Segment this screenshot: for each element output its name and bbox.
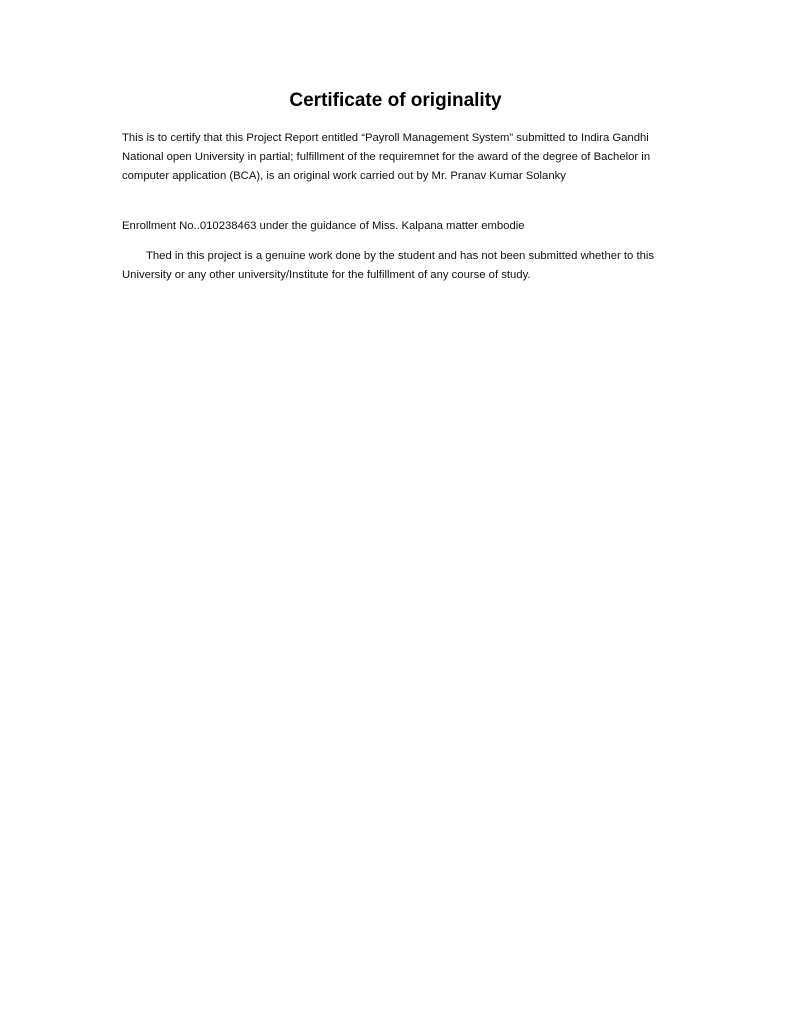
enrollment-paragraph: Enrollment No..010238463 under the guidance of Miss. Kalpana matter embodie bbox=[122, 220, 525, 232]
declaration-paragraph: Thed in this project is a genuine work done by the student and has not been submitted whether to this University or any other university/Institute for the fulfillment of any course of study. bbox=[122, 250, 655, 282]
page-title: Certificate of originality bbox=[289, 90, 502, 111]
certification-paragraph: This is to certify that this Project Report entitled “Payroll Management System” submitted to Indira Gandhi National open University in partial; fulfillment of the requiremnet for the award of the degree of Bachelor in computer application (BCA), is an original work carried out by Mr. Pranav Kumar Solanky bbox=[122, 132, 651, 183]
